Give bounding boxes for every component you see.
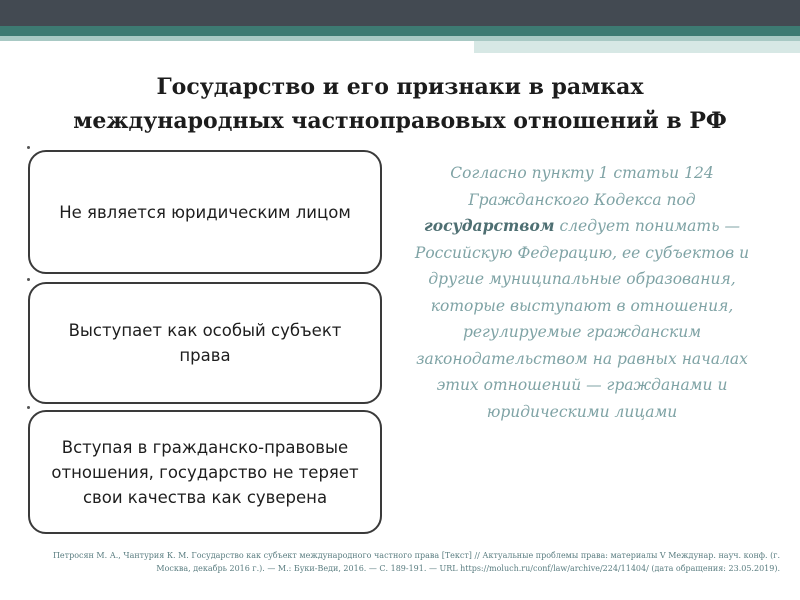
feature-box-text: Выступает как особый субъект права [68,321,342,365]
header-accent [474,41,800,53]
definition-quote [412,160,752,425]
slide-title-line1: Государство и его признаки в рамках [156,74,644,100]
source-citation: Петросян М. А., Чантурия К. М. Государство как субъект международного частного права [Текст] // Актуальные проблемы права: материалы V Междунар. науч. конф. (г. Москва, декабрь 2016 г.). — М.: Буки-Веди, 2016. — С. 189-191. — URL https://moluch.ru/conf/law/archive/224/11404/ (дата обращения: 23.05.2019). [52,551,780,573]
header-stripe [0,26,800,36]
header-bar [0,0,800,26]
slide-title [20,70,780,138]
feature-box-1 [28,150,382,274]
quote-text-end: следует понимать — Российскую Федерацию, ее субъектов и другие муниципальные образования, которые выступают в отношения, регулируемые гражданским законодательством на равных началах этих отношений — гражданами и юридическими лицами [414,217,750,421]
feature-box-text: Вступая в гражданско-правовые отношения, государство не теряет свои качества как суверена [51,437,359,507]
quote-text-start: Согласно пункту 1 статьи 124 Гражданского Кодекса под [450,164,714,209]
bullet-dot [27,406,30,409]
bullet-dot [27,278,30,281]
slide-title-line2: международных частноправовых отношений в РФ [73,108,727,134]
feature-box-3 [28,410,382,534]
feature-box-2 [28,282,382,404]
feature-box-text: Не является юридическим лицом [59,202,351,222]
quote-emphasis: государством [424,216,555,235]
bullet-dot [27,146,30,149]
